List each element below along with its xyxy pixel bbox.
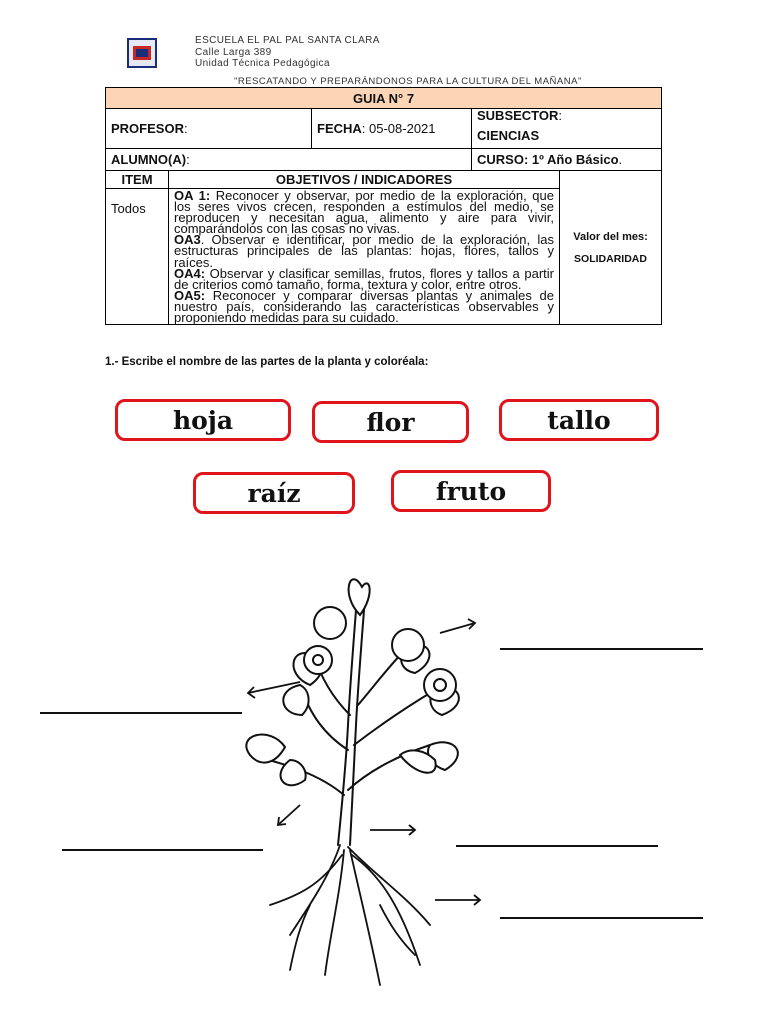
alumno-label: ALUMNO(A) [111,152,187,167]
item-value: Todos [106,189,169,325]
valor-cell [560,171,662,325]
profesor-cell[interactable]: PROFESOR: [106,109,312,149]
valor-value: SOLIDARIDAD [574,252,647,265]
objective-5: OA5: Reconocer y comparar diversas plantas y animales de nuestro país, considerando las características observables y proponiendo medidas para su cuidado. [174,287,554,326]
school-unit: Unidad Técnica Pedagógica [195,58,330,69]
objetivos-header: OBJETIVOS / INDICADORES [169,171,560,189]
objectives-cell [169,189,560,325]
word-box-hoja: hoja [115,399,291,441]
objective-3: OA3. Observar e identificar, por medio de la exploración, las estructuras principales de las plantas: hojas, flores, tallos y raíces. [174,232,554,270]
objective-4: OA4: Observar y clasificar semillas, frutos, flores y tallos a partir de criterios como tamaño, forma, textura y color, entre otros. [174,265,554,292]
answer-line-2[interactable] [40,712,242,714]
fecha-cell [312,109,472,149]
word-box-raiz: raíz [193,472,355,514]
word-box-fruto: fruto [391,470,551,512]
item-header: ITEM [106,171,169,189]
school-address: Calle Larga 389 [195,47,272,58]
school-name: ESCUELA EL PAL PAL SANTA CLARA [195,35,380,46]
objective-1: OA 1: Reconocer y observar, por medio de la exploración, que los seres vivos crecen, responden a estímulos del medio, se reproducen y necesitan agua, alimento y aire para vivir, comparándolos con las cosas no vivas. [174,188,554,237]
school-logo [127,38,157,68]
profesor-label: PROFESOR [111,121,184,136]
curso-cell: CURSO: 1º Año Básico. [472,149,662,171]
word-box-tallo: tallo [499,399,659,441]
fruit-circle [314,607,346,639]
plant-illustration [230,575,510,995]
word-box-flor: flor [312,401,469,443]
subsector-cell: SUBSECTOR: CIENCIAS [472,109,662,149]
fecha-label: FECHA [317,121,362,136]
guide-title: GUIA N° 7 [106,88,662,109]
valor-label: Valor del mes: [573,230,648,243]
fecha-value: : 05-08-2021 [361,121,436,136]
subsector-value: CIENCIAS [477,128,540,143]
subsector-label: SUBSECTOR [477,108,559,123]
answer-line-1[interactable] [500,648,703,650]
question-1: 1.- Escribe el nombre de las partes de la planta y coloréala: [105,356,429,368]
curso-value: 1º Año Básico [531,152,619,167]
school-motto: "RESCATANDO Y PREPARÁNDONOS PARA LA CULTURA DEL MAÑANA" [234,76,582,87]
guide-table [105,87,662,325]
leaf [349,579,370,615]
curso-label: CURSO: [477,152,529,167]
answer-line-5[interactable] [500,917,703,919]
alumno-cell[interactable]: ALUMNO(A): [106,149,472,171]
